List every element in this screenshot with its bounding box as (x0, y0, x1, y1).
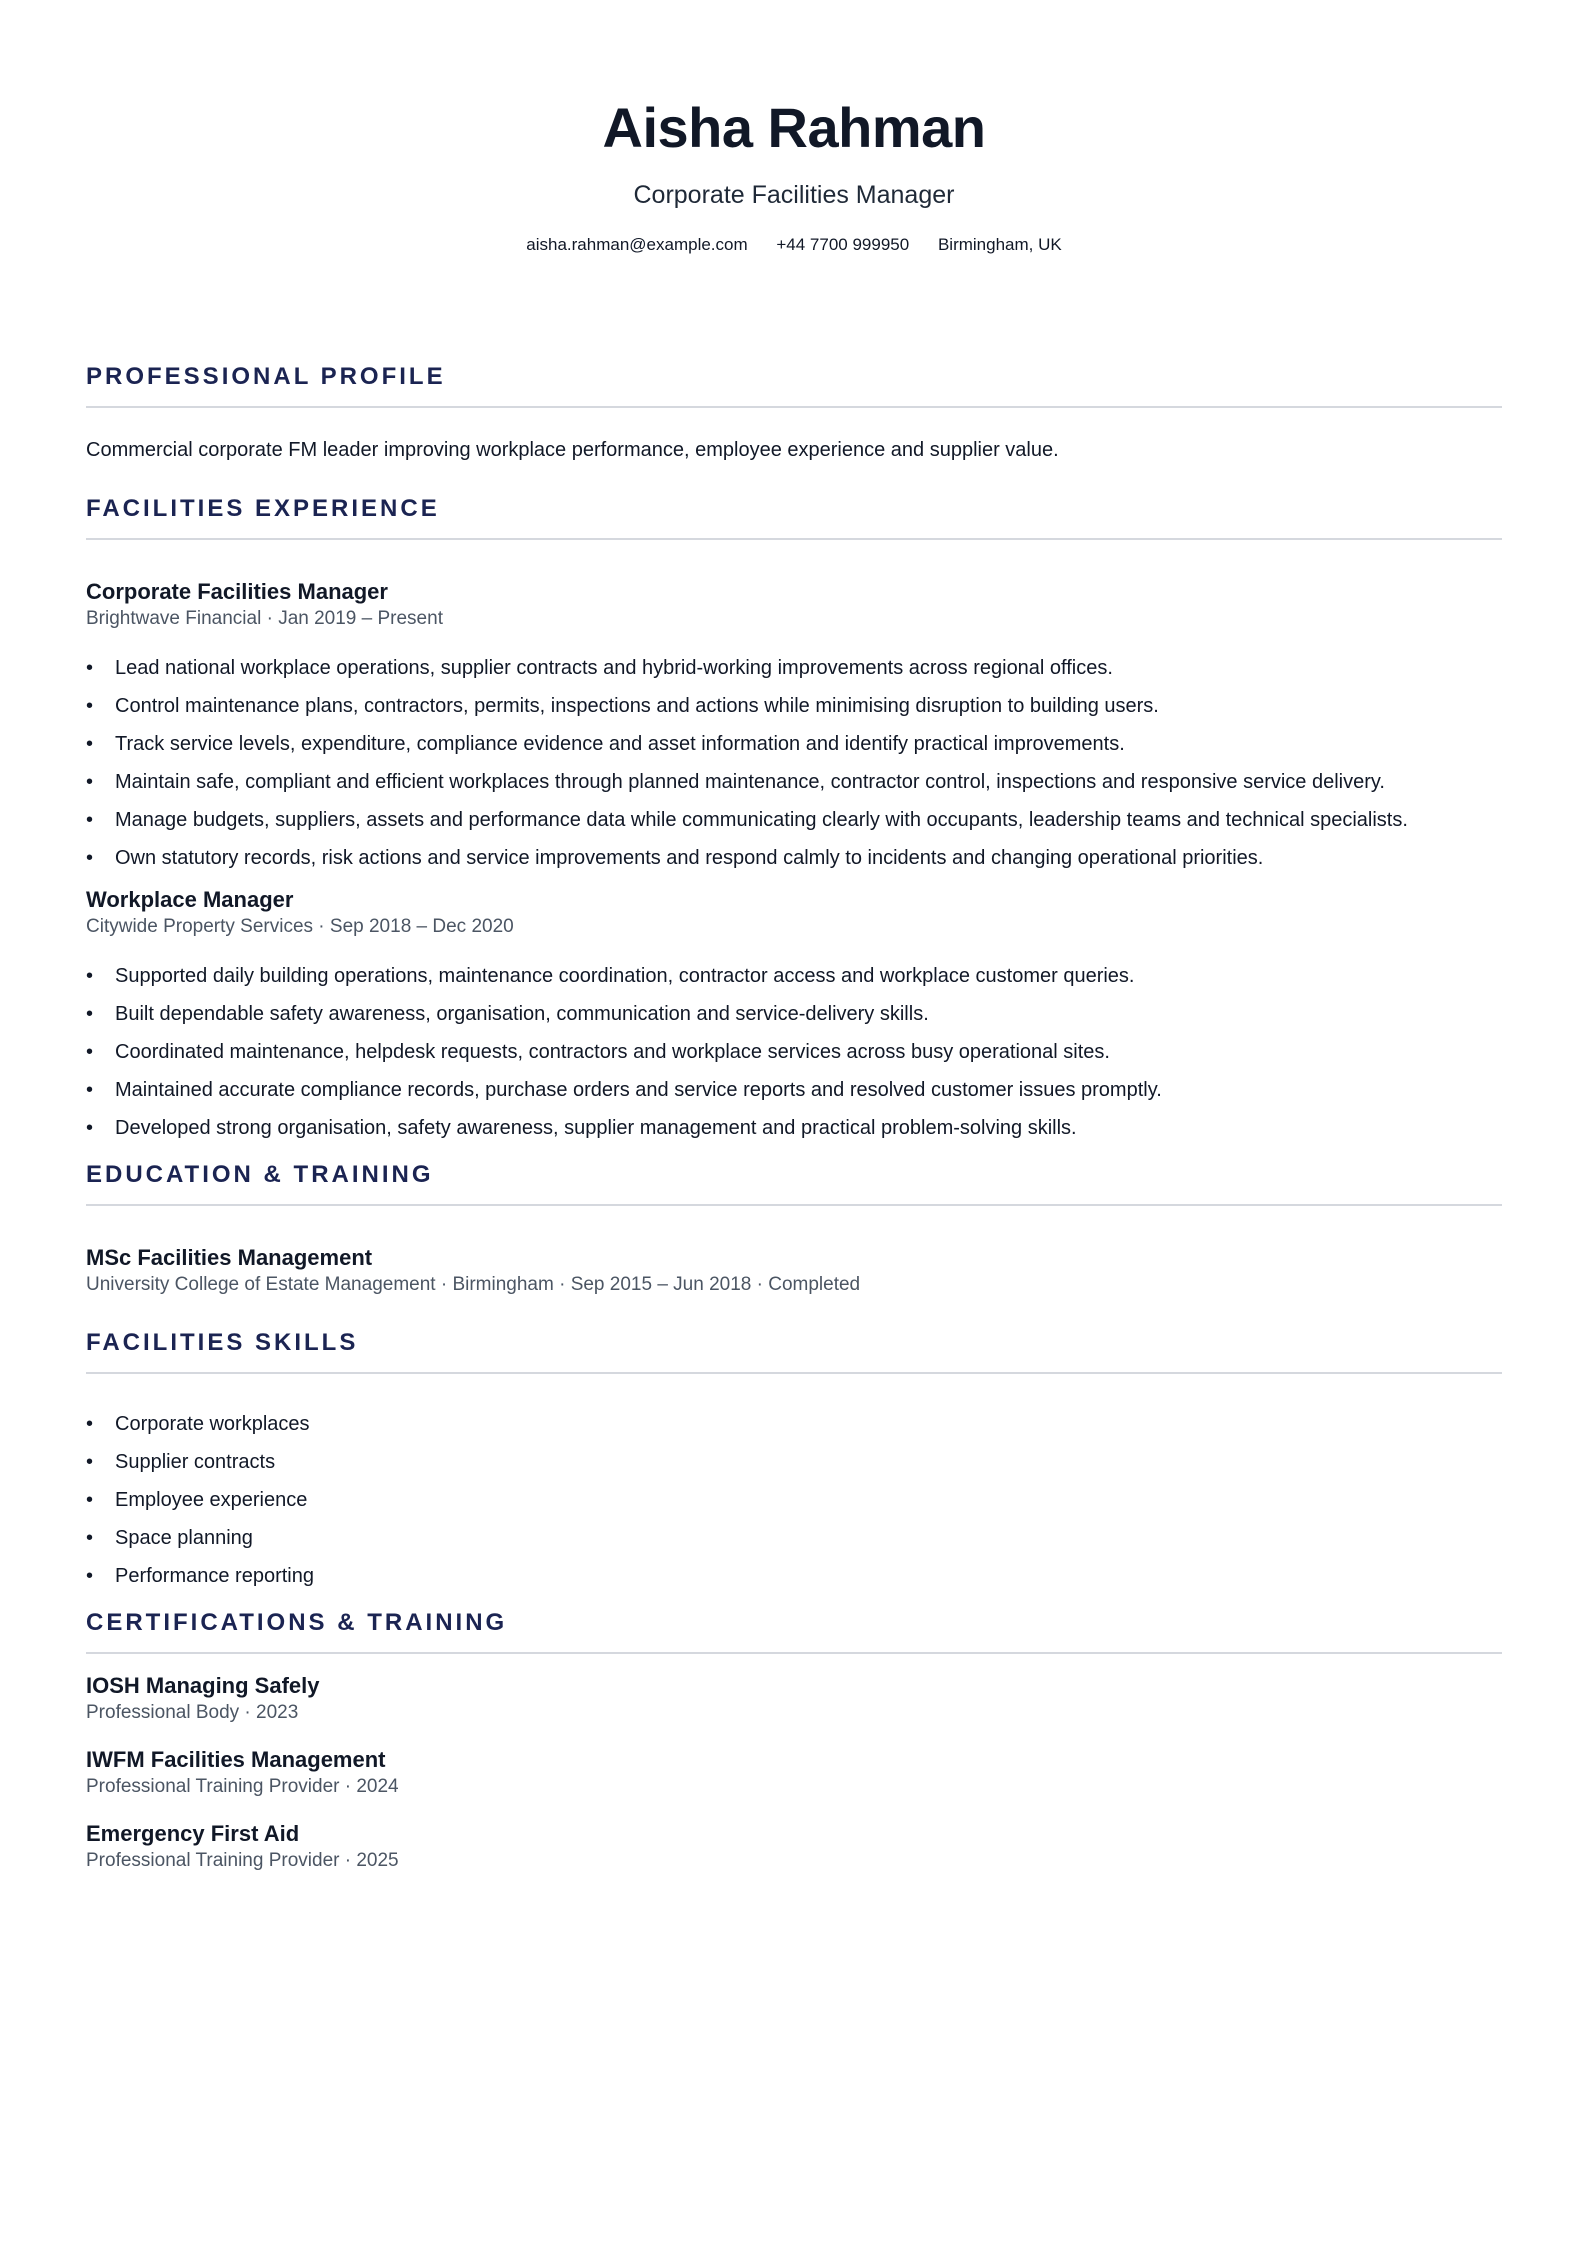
education-section (86, 1160, 1502, 1298)
certification-title: IOSH Managing Safely (86, 1673, 320, 1698)
list-item: • Maintained accurate compliance records, purchase orders and service reports and resolved customer issues promptly. (86, 1076, 1502, 1104)
job-title: Corporate Facilities Manager (86, 579, 388, 604)
job-meta: Brightwave Financial · Jan 2019 – Present (86, 608, 443, 629)
list-item: • Coordinated maintenance, helpdesk requests, contractors and workplace services across busy operational sites. (86, 1038, 1502, 1066)
list-item: • Employee experience (86, 1486, 1502, 1514)
certification-entry (86, 1746, 1502, 1800)
job-entry (86, 886, 1502, 1142)
certification-entry (86, 1820, 1502, 1874)
contact-phone[interactable]: +44 7700 999950 (776, 235, 910, 254)
list-item: • Control maintenance plans, contractors, permits, inspections and actions while minimising disruption to building users. (86, 692, 1502, 720)
certification-title: Emergency First Aid (86, 1821, 300, 1846)
list-item: • Built dependable safety awareness, organisation, communication and service-delivery skills. (86, 1000, 1502, 1028)
candidate-title: Corporate Facilities Manager (633, 181, 955, 209)
certification-meta: Professional Body · 2023 (86, 1702, 299, 1723)
section-divider (86, 1652, 1502, 1654)
list-item: • Corporate workplaces (86, 1410, 1502, 1438)
certification-entry (86, 1672, 1502, 1726)
profile-section (86, 362, 1502, 464)
list-item: • Lead national workplace operations, supplier contracts and hybrid-working improvements across regional offices. (86, 654, 1502, 682)
skills-list (86, 1410, 1502, 1590)
profile-summary: Commercial corporate FM leader improving workplace performance, employee experience and supplier value. (86, 439, 1059, 461)
candidate-name: Aisha Rahman (602, 96, 986, 159)
list-item: • Space planning (86, 1524, 1502, 1552)
list-item: • Performance reporting (86, 1562, 1502, 1590)
list-item: • Track service levels, expenditure, compliance evidence and asset information and identify practical improvements. (86, 730, 1502, 758)
section-divider (86, 538, 1502, 540)
list-item: • Supplier contracts (86, 1448, 1502, 1476)
skills-section (86, 1328, 1502, 1590)
section-heading: FACILITIES EXPERIENCE (86, 495, 440, 522)
degree-title: MSc Facilities Management (86, 1245, 373, 1270)
certification-title: IWFM Facilities Management (86, 1747, 386, 1772)
section-divider (86, 1372, 1502, 1374)
section-heading: FACILITIES SKILLS (86, 1329, 359, 1356)
certifications-section (86, 1608, 1502, 1874)
list-item: • Maintain safe, compliant and efficient workplaces through planned maintenance, contractor control, inspections and responsive service delivery. (86, 768, 1502, 796)
job-bullets (86, 962, 1502, 1142)
education-entry (86, 1244, 1502, 1298)
contact-location: Birmingham, UK (937, 235, 1062, 254)
experience-section (86, 494, 1502, 1142)
certification-meta: Professional Training Provider · 2025 (86, 1850, 399, 1871)
resume-header (86, 0, 1502, 256)
list-item: • Supported daily building operations, maintenance coordination, contractor access and workplace customer queries. (86, 962, 1502, 990)
list-item: • Developed strong organisation, safety awareness, supplier management and practical problem-solving skills. (86, 1114, 1502, 1142)
job-meta: Citywide Property Services · Sep 2018 – Dec 2020 (86, 916, 514, 937)
list-item: • Own statutory records, risk actions and service improvements and respond calmly to incidents and changing operational priorities. (86, 844, 1502, 872)
contact-line (86, 234, 1502, 256)
job-title: Workplace Manager (86, 887, 294, 912)
contact-email[interactable]: aisha.rahman@example.com (526, 235, 748, 254)
certification-meta: Professional Training Provider · 2024 (86, 1776, 399, 1797)
job-bullets (86, 654, 1502, 872)
section-heading: CERTIFICATIONS & TRAINING (86, 1609, 508, 1636)
degree-meta: University College of Estate Management · Birmingham · Sep 2015 – Jun 2018 · Completed (86, 1274, 861, 1295)
section-divider (86, 406, 1502, 408)
section-heading: EDUCATION & TRAINING (86, 1161, 434, 1188)
section-divider (86, 1204, 1502, 1206)
list-item: • Manage budgets, suppliers, assets and performance data while communicating clearly with occupants, leadership teams and technical specialists. (86, 806, 1502, 834)
section-heading: PROFESSIONAL PROFILE (86, 363, 446, 390)
job-entry (86, 578, 1502, 872)
